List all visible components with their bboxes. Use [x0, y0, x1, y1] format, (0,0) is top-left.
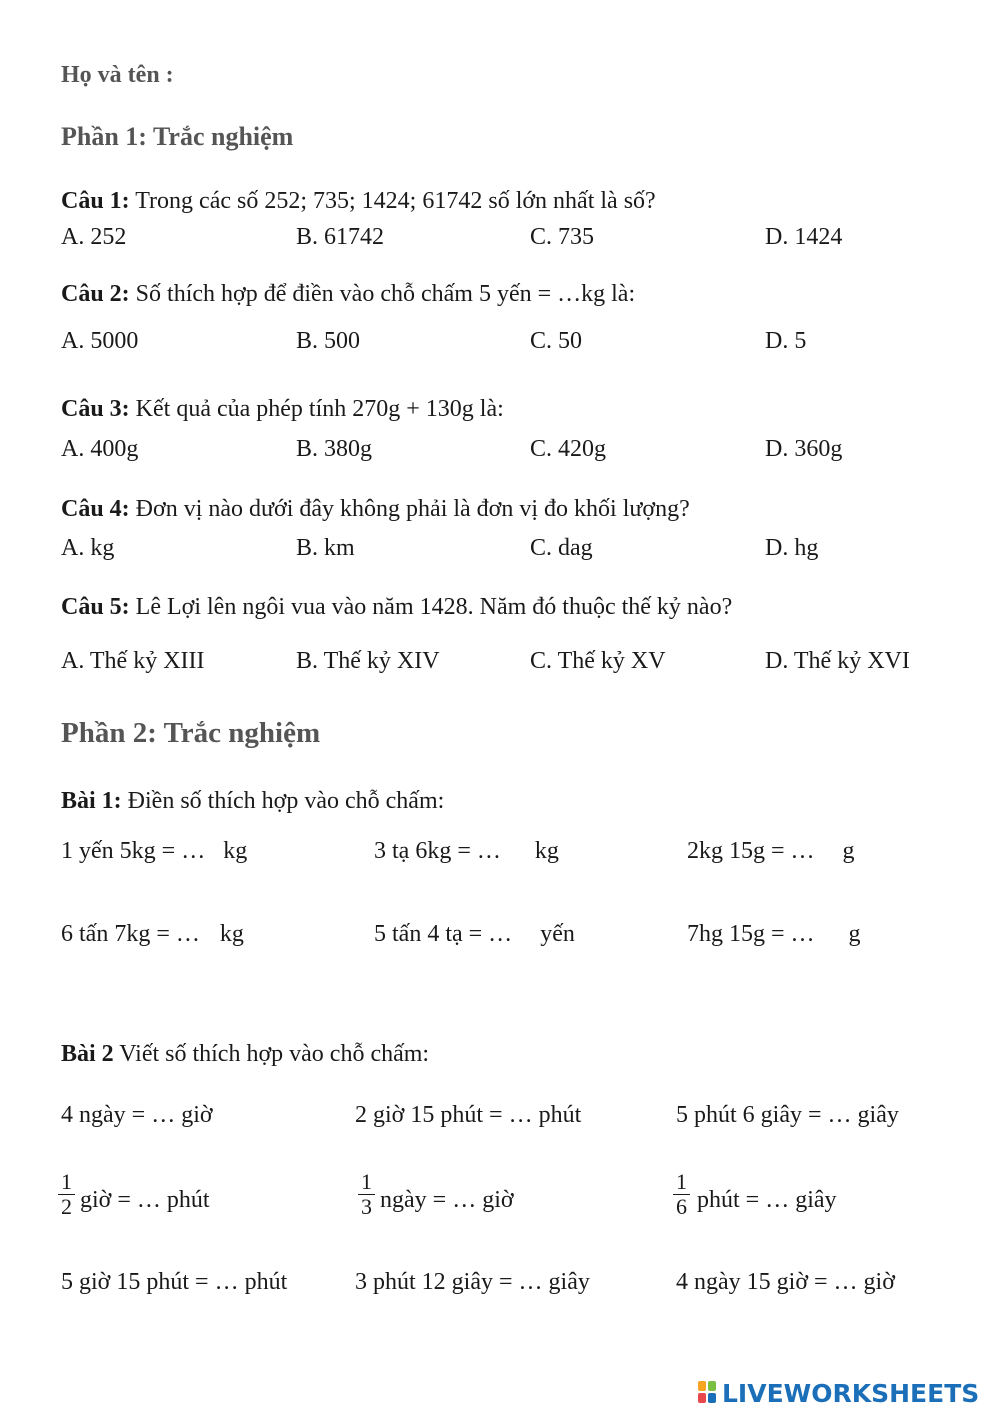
bai2-text: Viết số thích hợp vào chỗ chấm: [113, 1041, 430, 1067]
q3-option-b: B. 380g [296, 436, 373, 462]
bai2-heading [61, 1039, 429, 1069]
bai1-item-6-left: 7hg 15g = … [687, 921, 815, 947]
q2-option-a: A. 5000 [61, 328, 139, 354]
question-3-text: Kết quả của phép tính 270g + 130g là: [129, 396, 504, 422]
bai1-text: Điền số thích hợp vào chỗ chấm: [121, 788, 445, 814]
question-3-label: Câu 3: [61, 396, 130, 422]
bai1-item-4-unit: kg [219, 921, 244, 947]
q4-option-b: B. km [296, 535, 355, 561]
q2-option-b: B. 500 [296, 328, 361, 354]
q3-option-d: D. 360g [765, 436, 843, 462]
bai1-item-1-unit: kg [223, 838, 248, 864]
bai1-label: Bài 1: [61, 788, 122, 814]
question-5 [61, 592, 732, 622]
question-1-label: Câu 1: [61, 188, 130, 214]
bai1-heading [61, 786, 444, 816]
bai1-item-6-unit: g [848, 921, 861, 947]
q4-option-c: C. dag [530, 535, 593, 561]
question-1-text: Trong các số 252; 735; 1424; 61742 số lớn nhất là số? [129, 188, 656, 214]
q5-option-d: D. Thế kỷ XVI [765, 648, 910, 674]
part2-title: Phần 2: Trắc nghiệm [61, 717, 321, 749]
q1-option-c: C. 735 [530, 224, 595, 250]
bai2-row1-item-1: 4 ngày = … giờ [61, 1102, 213, 1128]
fraction-2-denominator: 3 [361, 1194, 372, 1219]
bai1-item-5-unit: yến [540, 921, 575, 947]
bai1-item-1-left: 1 yến 5kg = … [61, 838, 206, 864]
liveworksheets-logo-icon [698, 1381, 718, 1405]
bai1-item-6 [687, 919, 861, 949]
q5-option-b: B. Thế kỷ XIV [296, 648, 440, 674]
fraction-one-third [358, 1170, 375, 1219]
question-1 [61, 186, 656, 216]
fraction-3-numerator: 1 [673, 1170, 690, 1195]
q5-option-a: A. Thế kỷ XIII [61, 648, 205, 674]
fraction-one-sixth [673, 1170, 690, 1219]
q2-option-c: C. 50 [530, 328, 583, 354]
question-2-label: Câu 2: [61, 281, 130, 307]
question-3 [61, 394, 504, 424]
bai2-row1-item-3: 5 phút 6 giây = … giây [676, 1102, 899, 1128]
bai1-item-5-left: 5 tấn 4 tạ = … [374, 921, 513, 947]
bai1-item-3-unit: g [842, 838, 855, 864]
q1-option-b: B. 61742 [296, 224, 385, 250]
part1-title: Phần 1: Trắc nghiệm [61, 122, 294, 151]
bai1-item-2-left: 3 tạ 6kg = … [374, 838, 501, 864]
bai2-row1-item-2: 2 giờ 15 phút = … phút [355, 1102, 582, 1128]
liveworksheets-logo-text: LIVEWORKSHEETS [722, 1378, 980, 1408]
bai1-item-2-unit: kg [534, 838, 559, 864]
question-5-label: Câu 5: [61, 594, 130, 620]
q3-option-c: C. 420g [530, 436, 607, 462]
fraction-3-denominator: 6 [676, 1194, 687, 1219]
q4-option-a: A. kg [61, 535, 115, 561]
bai1-item-1 [61, 836, 247, 866]
bai2-fraction-item-1-text: giờ = … phút [80, 1187, 210, 1213]
fraction-1-numerator: 1 [58, 1170, 75, 1195]
fraction-one-half [58, 1170, 75, 1219]
question-4-label: Câu 4: [61, 496, 130, 522]
question-4-text: Đơn vị nào dưới đây không phải là đơn vị đo khối lượng? [129, 496, 690, 522]
q1-option-d: D. 1424 [765, 224, 843, 250]
bai1-item-4-left: 6 tấn 7kg = … [61, 921, 200, 947]
question-5-text: Lê Lợi lên ngôi vua vào năm 1428. Năm đó thuộc thế kỷ nào? [129, 594, 733, 620]
bai2-fraction-item-2-text: ngày = … giờ [380, 1187, 514, 1213]
question-4 [61, 494, 690, 524]
bai1-item-4 [61, 919, 244, 949]
bai2-row3-item-2: 3 phút 12 giây = … giây [355, 1269, 590, 1295]
question-2-text: Số thích hợp để điền vào chỗ chấm 5 yến = …kg là: [129, 281, 636, 307]
question-2 [61, 279, 635, 309]
q1-option-a: A. 252 [61, 224, 127, 250]
bai1-item-3-left: 2kg 15g = … [687, 838, 815, 864]
bai2-fraction-item-3-text: phút = … giây [697, 1187, 837, 1213]
q4-option-d: D. hg [765, 535, 819, 561]
fraction-1-denominator: 2 [61, 1194, 72, 1219]
bai2-row3-item-3: 4 ngày 15 giờ = … giờ [676, 1269, 895, 1295]
fraction-2-numerator: 1 [358, 1170, 375, 1195]
bai1-item-5 [374, 919, 575, 949]
bai2-row3-item-1: 5 giờ 15 phút = … phút [61, 1269, 288, 1295]
bai2-label: Bài 2 [61, 1041, 114, 1067]
q3-option-a: A. 400g [61, 436, 139, 462]
bai1-item-2 [374, 836, 559, 866]
liveworksheets-logo [698, 1378, 979, 1408]
q2-option-d: D. 5 [765, 328, 807, 354]
name-label: Họ và tên : [61, 62, 174, 88]
bai1-item-3 [687, 836, 855, 866]
q5-option-c: C. Thế kỷ XV [530, 648, 666, 674]
